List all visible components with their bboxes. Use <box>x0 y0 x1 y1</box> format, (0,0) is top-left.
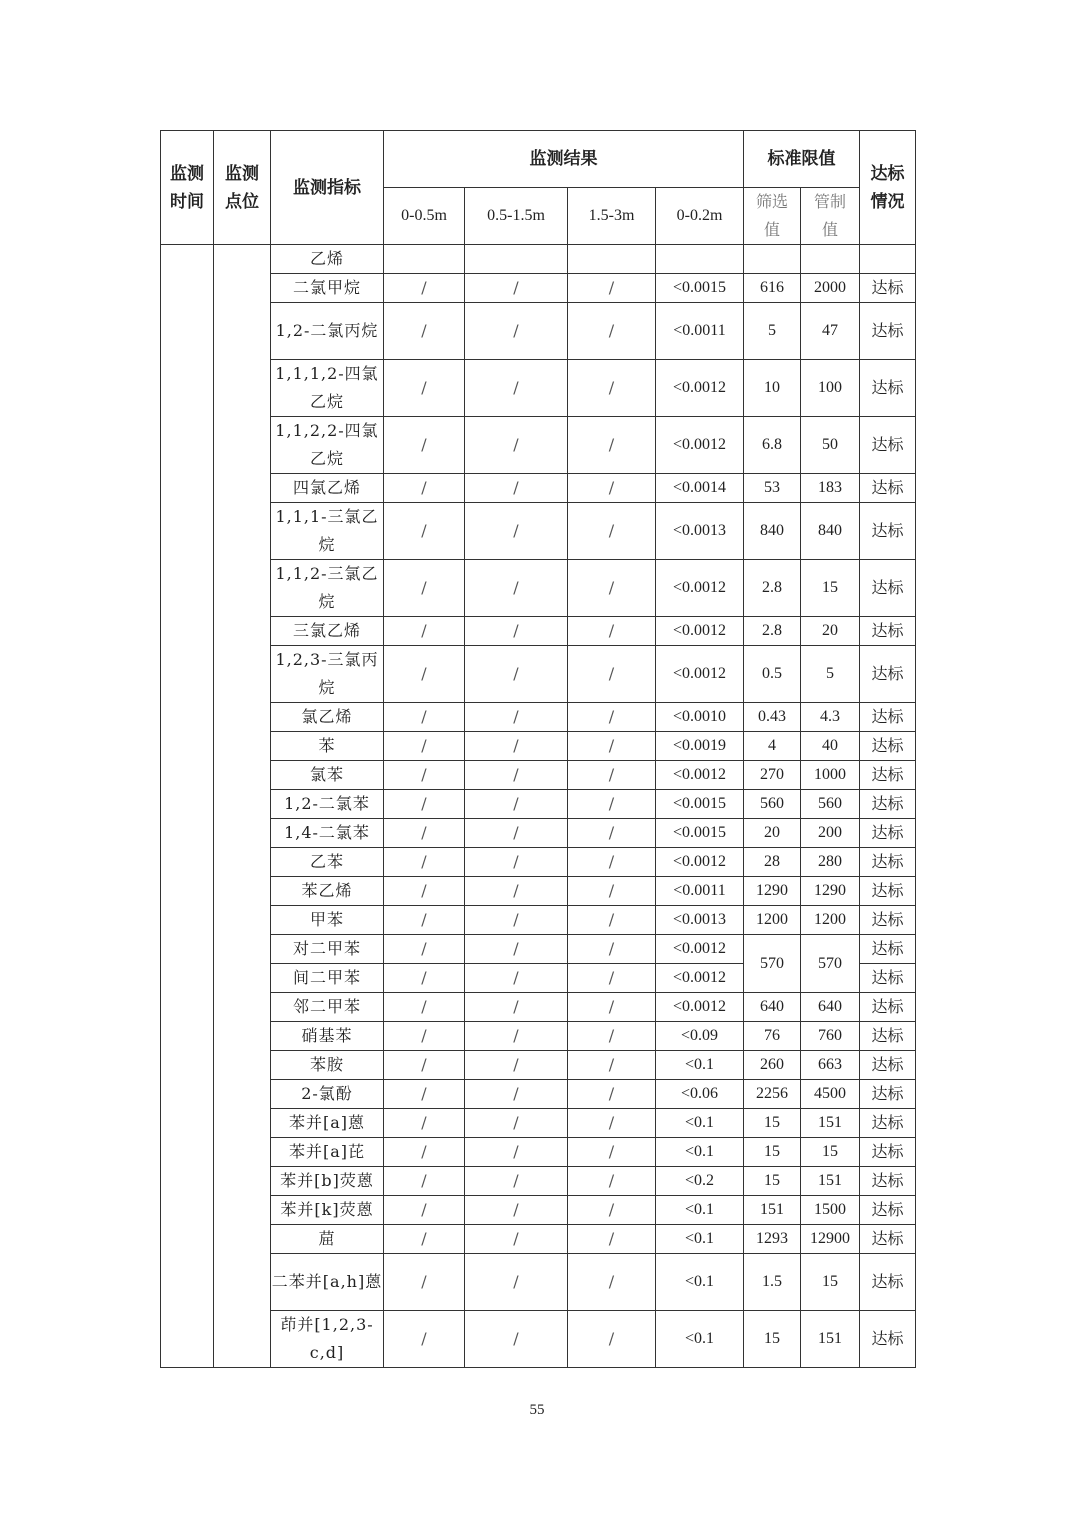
screening-value: 6.8 <box>744 417 801 474</box>
header-monitoring-results: 监测结果 <box>384 131 744 188</box>
compliance-status: 达标 <box>860 1225 916 1254</box>
table-row <box>161 1225 916 1254</box>
table-row <box>161 560 916 617</box>
control-value: 560 <box>801 790 860 819</box>
compliance-status <box>860 245 916 274</box>
result-depth-0.5-1.5m: / <box>465 703 568 732</box>
indicator-name: 苯并[a]蒽 <box>271 1109 384 1138</box>
result-depth-0-0.2m: <0.0015 <box>656 274 744 303</box>
result-depth-0.5-1.5m: / <box>465 274 568 303</box>
indicator-name: 䓛 <box>271 1225 384 1254</box>
indicator-name: 氯苯 <box>271 761 384 790</box>
control-value: 663 <box>801 1051 860 1080</box>
result-depth-0-0.5m: / <box>384 303 465 360</box>
result-depth-1.5-3m: / <box>568 877 656 906</box>
compliance-status: 达标 <box>860 560 916 617</box>
result-depth-0-0.5m: / <box>384 703 465 732</box>
compliance-status: 达标 <box>860 1138 916 1167</box>
result-depth-1.5-3m: / <box>568 848 656 877</box>
compliance-status: 达标 <box>860 417 916 474</box>
control-value: 4.3 <box>801 703 860 732</box>
result-depth-0-0.5m: / <box>384 993 465 1022</box>
screening-value: 15 <box>744 1138 801 1167</box>
header-monitoring-time: 监测 时间 <box>161 131 214 245</box>
result-depth-0-0.2m: <0.0012 <box>656 417 744 474</box>
table-row <box>161 1311 916 1368</box>
result-depth-0-0.2m: <0.09 <box>656 1022 744 1051</box>
result-depth-1.5-3m <box>568 245 656 274</box>
control-value <box>801 245 860 274</box>
screening-value: 570 <box>744 935 801 993</box>
indicator-name: 1,1,2-三氯乙烷 <box>271 560 384 617</box>
result-depth-0.5-1.5m: / <box>465 1022 568 1051</box>
screening-value: 15 <box>744 1109 801 1138</box>
compliance-status: 达标 <box>860 617 916 646</box>
result-depth-0-0.2m: <0.0011 <box>656 303 744 360</box>
result-depth-0-0.5m: / <box>384 819 465 848</box>
result-depth-0-0.5m: / <box>384 1311 465 1368</box>
table-row <box>161 417 916 474</box>
indicator-name: 对二甲苯 <box>271 935 384 964</box>
result-depth-0.5-1.5m: / <box>465 1254 568 1311</box>
compliance-status: 达标 <box>860 274 916 303</box>
result-depth-0-0.2m: <0.2 <box>656 1167 744 1196</box>
table-row <box>161 877 916 906</box>
result-depth-0-0.2m: <0.0010 <box>656 703 744 732</box>
result-depth-0.5-1.5m: / <box>465 1138 568 1167</box>
control-value: 47 <box>801 303 860 360</box>
screening-value: 15 <box>744 1311 801 1368</box>
result-depth-0.5-1.5m: / <box>465 617 568 646</box>
header-monitoring-indicator: 监测指标 <box>271 131 384 245</box>
compliance-status: 达标 <box>860 360 916 417</box>
result-depth-0-0.5m: / <box>384 1022 465 1051</box>
control-value: 15 <box>801 1138 860 1167</box>
table-row <box>161 1080 916 1109</box>
result-depth-0-0.5m: / <box>384 1080 465 1109</box>
result-depth-1.5-3m: / <box>568 1109 656 1138</box>
compliance-status: 达标 <box>860 1254 916 1311</box>
result-depth-0-0.2m: <0.0011 <box>656 877 744 906</box>
result-depth-0-0.2m: <0.0019 <box>656 732 744 761</box>
result-depth-0.5-1.5m: / <box>465 761 568 790</box>
table-row <box>161 1167 916 1196</box>
table-row <box>161 245 916 274</box>
compliance-status: 达标 <box>860 790 916 819</box>
result-depth-1.5-3m: / <box>568 646 656 703</box>
control-value: 1290 <box>801 877 860 906</box>
table-row <box>161 761 916 790</box>
compliance-status: 达标 <box>860 646 916 703</box>
compliance-status: 达标 <box>860 703 916 732</box>
control-value: 15 <box>801 1254 860 1311</box>
indicator-name: 二苯并[a,h]蒽 <box>271 1254 384 1311</box>
compliance-status: 达标 <box>860 761 916 790</box>
table-row <box>161 993 916 1022</box>
control-value: 280 <box>801 848 860 877</box>
table-row <box>161 732 916 761</box>
result-depth-0-0.2m: <0.06 <box>656 1080 744 1109</box>
indicator-name: 2-氯酚 <box>271 1080 384 1109</box>
compliance-status: 达标 <box>860 303 916 360</box>
page-number: 55 <box>529 1402 545 1418</box>
screening-value: 53 <box>744 474 801 503</box>
result-depth-1.5-3m: / <box>568 935 656 964</box>
indicator-name: 间二甲苯 <box>271 964 384 993</box>
result-depth-0-0.2m: <0.0012 <box>656 360 744 417</box>
screening-value: 1290 <box>744 877 801 906</box>
control-value: 200 <box>801 819 860 848</box>
result-depth-1.5-3m: / <box>568 819 656 848</box>
result-depth-0.5-1.5m: / <box>465 877 568 906</box>
result-depth-0-0.5m: / <box>384 474 465 503</box>
control-value: 1200 <box>801 906 860 935</box>
result-depth-0.5-1.5m: / <box>465 848 568 877</box>
table-row <box>161 819 916 848</box>
result-depth-1.5-3m: / <box>568 560 656 617</box>
control-value: 5 <box>801 646 860 703</box>
table-row <box>161 274 916 303</box>
result-depth-0-0.2m: <0.0012 <box>656 646 744 703</box>
result-depth-1.5-3m: / <box>568 303 656 360</box>
result-depth-1.5-3m: / <box>568 761 656 790</box>
compliance-status: 达标 <box>860 1167 916 1196</box>
result-depth-0-0.2m: <0.0013 <box>656 503 744 560</box>
indicator-name: 茚并[1,2,3-c,d] <box>271 1311 384 1368</box>
result-depth-0.5-1.5m: / <box>465 560 568 617</box>
compliance-status: 达标 <box>860 819 916 848</box>
result-depth-0.5-1.5m: / <box>465 360 568 417</box>
indicator-name: 氯乙烯 <box>271 703 384 732</box>
table-row <box>161 503 916 560</box>
result-depth-1.5-3m: / <box>568 1311 656 1368</box>
control-value: 183 <box>801 474 860 503</box>
screening-value: 2256 <box>744 1080 801 1109</box>
compliance-status: 达标 <box>860 1022 916 1051</box>
result-depth-0-0.5m: / <box>384 560 465 617</box>
result-depth-0-0.5m: / <box>384 964 465 993</box>
control-value: 100 <box>801 360 860 417</box>
result-depth-0-0.2m: <0.0012 <box>656 935 744 964</box>
screening-value: 15 <box>744 1167 801 1196</box>
header-standard-limits: 标准限值 <box>744 131 860 188</box>
indicator-name: 硝基苯 <box>271 1022 384 1051</box>
indicator-name: 三氯乙烯 <box>271 617 384 646</box>
table-body <box>161 245 916 1368</box>
monitoring-results-table <box>160 130 916 1368</box>
result-depth-0-0.2m: <0.0013 <box>656 906 744 935</box>
result-depth-0.5-1.5m: / <box>465 1196 568 1225</box>
screening-value: 616 <box>744 274 801 303</box>
compliance-status: 达标 <box>860 848 916 877</box>
control-value: 12900 <box>801 1225 860 1254</box>
screening-value: 151 <box>744 1196 801 1225</box>
result-depth-0.5-1.5m: / <box>465 1051 568 1080</box>
compliance-status: 达标 <box>860 964 916 993</box>
screening-value: 0.43 <box>744 703 801 732</box>
result-depth-1.5-3m: / <box>568 964 656 993</box>
indicator-name: 四氯乙烯 <box>271 474 384 503</box>
table-row <box>161 703 916 732</box>
result-depth-0.5-1.5m: / <box>465 1109 568 1138</box>
result-depth-0-0.5m: / <box>384 1138 465 1167</box>
screening-value: 1200 <box>744 906 801 935</box>
result-depth-1.5-3m: / <box>568 993 656 1022</box>
screening-value: 0.5 <box>744 646 801 703</box>
result-depth-0.5-1.5m: / <box>465 1225 568 1254</box>
compliance-status: 达标 <box>860 993 916 1022</box>
screening-value: 28 <box>744 848 801 877</box>
control-value: 20 <box>801 617 860 646</box>
result-depth-0-0.2m: <0.0014 <box>656 474 744 503</box>
indicator-name: 1,4-二氯苯 <box>271 819 384 848</box>
screening-value: 4 <box>744 732 801 761</box>
result-depth-0-0.5m <box>384 245 465 274</box>
table-row <box>161 360 916 417</box>
screening-value: 20 <box>744 819 801 848</box>
result-depth-0.5-1.5m: / <box>465 1167 568 1196</box>
result-depth-0.5-1.5m: / <box>465 993 568 1022</box>
screening-value: 76 <box>744 1022 801 1051</box>
control-value: 1500 <box>801 1196 860 1225</box>
result-depth-0-0.2m: <0.0015 <box>656 790 744 819</box>
result-depth-0-0.2m: <0.0012 <box>656 964 744 993</box>
indicator-name: 苯胺 <box>271 1051 384 1080</box>
result-depth-1.5-3m: / <box>568 1167 656 1196</box>
control-value: 4500 <box>801 1080 860 1109</box>
result-depth-1.5-3m: / <box>568 703 656 732</box>
control-value: 1000 <box>801 761 860 790</box>
result-depth-1.5-3m: / <box>568 1225 656 1254</box>
result-depth-1.5-3m: / <box>568 360 656 417</box>
result-depth-0-0.2m: <0.0012 <box>656 617 744 646</box>
compliance-status: 达标 <box>860 503 916 560</box>
result-depth-0-0.2m: <0.0012 <box>656 560 744 617</box>
result-depth-0-0.5m: / <box>384 1225 465 1254</box>
header-depth-1: 0.5-1.5m <box>465 188 568 245</box>
result-depth-0.5-1.5m <box>465 245 568 274</box>
table-row <box>161 646 916 703</box>
result-depth-1.5-3m: / <box>568 1196 656 1225</box>
control-value: 151 <box>801 1109 860 1138</box>
result-depth-1.5-3m: / <box>568 732 656 761</box>
header-compliance-status: 达标 情况 <box>860 131 916 245</box>
control-value: 15 <box>801 560 860 617</box>
indicator-name: 1,1,1-三氯乙烷 <box>271 503 384 560</box>
result-depth-1.5-3m: / <box>568 474 656 503</box>
result-depth-0-0.2m: <0.1 <box>656 1109 744 1138</box>
result-depth-0-0.2m: <0.0012 <box>656 993 744 1022</box>
indicator-name: 乙苯 <box>271 848 384 877</box>
table-row <box>161 617 916 646</box>
table-row <box>161 1022 916 1051</box>
header-screening-value: 筛选 值 <box>744 188 801 245</box>
indicator-name: 1,1,1,2-四氯乙烷 <box>271 360 384 417</box>
result-depth-0-0.5m: / <box>384 790 465 819</box>
control-value: 760 <box>801 1022 860 1051</box>
result-depth-0-0.5m: / <box>384 1109 465 1138</box>
result-depth-0-0.5m: / <box>384 848 465 877</box>
table-row <box>161 1138 916 1167</box>
table-row <box>161 1254 916 1311</box>
result-depth-0.5-1.5m: / <box>465 819 568 848</box>
indicator-name: 苯并[b]荧蒽 <box>271 1167 384 1196</box>
indicator-name: 1,2,3-三氯丙烷 <box>271 646 384 703</box>
screening-value: 10 <box>744 360 801 417</box>
result-depth-0.5-1.5m: / <box>465 503 568 560</box>
result-depth-1.5-3m: / <box>568 1022 656 1051</box>
result-depth-1.5-3m: / <box>568 1080 656 1109</box>
result-depth-0.5-1.5m: / <box>465 417 568 474</box>
screening-value: 640 <box>744 993 801 1022</box>
compliance-status: 达标 <box>860 877 916 906</box>
header-depth-2: 1.5-3m <box>568 188 656 245</box>
table-row <box>161 303 916 360</box>
result-depth-0-0.2m: <0.1 <box>656 1138 744 1167</box>
header-depth-0: 0-0.5m <box>384 188 465 245</box>
result-depth-0-0.5m: / <box>384 877 465 906</box>
result-depth-0-0.5m: / <box>384 646 465 703</box>
result-depth-1.5-3m: / <box>568 906 656 935</box>
control-value: 151 <box>801 1311 860 1368</box>
result-depth-0-0.2m: <0.0012 <box>656 761 744 790</box>
result-depth-0-0.2m: <0.1 <box>656 1225 744 1254</box>
control-value: 50 <box>801 417 860 474</box>
control-value: 40 <box>801 732 860 761</box>
table-row <box>161 1051 916 1080</box>
result-depth-0.5-1.5m: / <box>465 732 568 761</box>
table-row <box>161 848 916 877</box>
screening-value: 2.8 <box>744 617 801 646</box>
table-row <box>161 906 916 935</box>
table-row <box>161 1109 916 1138</box>
indicator-name: 1,1,2,2-四氯乙烷 <box>271 417 384 474</box>
indicator-name: 二氯甲烷 <box>271 274 384 303</box>
table-row <box>161 1196 916 1225</box>
result-depth-0-0.5m: / <box>384 1167 465 1196</box>
result-depth-0.5-1.5m: / <box>465 1080 568 1109</box>
screening-value: 1.5 <box>744 1254 801 1311</box>
table-row <box>161 474 916 503</box>
result-depth-1.5-3m: / <box>568 790 656 819</box>
indicator-name: 乙烯 <box>271 245 384 274</box>
compliance-status: 达标 <box>860 935 916 964</box>
result-depth-0-0.5m: / <box>384 1196 465 1225</box>
result-depth-0-0.5m: / <box>384 1051 465 1080</box>
result-depth-1.5-3m: / <box>568 1138 656 1167</box>
result-depth-0-0.5m: / <box>384 360 465 417</box>
result-depth-1.5-3m: / <box>568 503 656 560</box>
header-depth-3: 0-0.2m <box>656 188 744 245</box>
result-depth-0-0.5m: / <box>384 906 465 935</box>
screening-value: 560 <box>744 790 801 819</box>
control-value: 570 <box>801 935 860 993</box>
compliance-status: 达标 <box>860 1080 916 1109</box>
header-monitoring-point: 监测 点位 <box>214 131 271 245</box>
table-row <box>161 935 916 964</box>
result-depth-0-0.5m: / <box>384 503 465 560</box>
result-depth-1.5-3m: / <box>568 1051 656 1080</box>
control-value: 151 <box>801 1167 860 1196</box>
control-value: 840 <box>801 503 860 560</box>
result-depth-0.5-1.5m: / <box>465 906 568 935</box>
result-depth-0-0.2m: <0.1 <box>656 1311 744 1368</box>
result-depth-1.5-3m: / <box>568 417 656 474</box>
screening-value: 1293 <box>744 1225 801 1254</box>
screening-value: 840 <box>744 503 801 560</box>
compliance-status: 达标 <box>860 732 916 761</box>
result-depth-0.5-1.5m: / <box>465 1311 568 1368</box>
screening-value: 5 <box>744 303 801 360</box>
result-depth-0-0.5m: / <box>384 761 465 790</box>
indicator-name: 甲苯 <box>271 906 384 935</box>
indicator-name: 苯并[k]荧蒽 <box>271 1196 384 1225</box>
indicator-name: 邻二甲苯 <box>271 993 384 1022</box>
result-depth-0-0.5m: / <box>384 1254 465 1311</box>
indicator-name: 1,2-二氯苯 <box>271 790 384 819</box>
result-depth-0.5-1.5m: / <box>465 790 568 819</box>
screening-value <box>744 245 801 274</box>
result-depth-0-0.2m: <0.1 <box>656 1051 744 1080</box>
compliance-status: 达标 <box>860 1109 916 1138</box>
result-depth-0-0.5m: / <box>384 274 465 303</box>
result-depth-0-0.5m: / <box>384 617 465 646</box>
result-depth-0.5-1.5m: / <box>465 646 568 703</box>
compliance-status: 达标 <box>860 1311 916 1368</box>
result-depth-1.5-3m: / <box>568 617 656 646</box>
compliance-status: 达标 <box>860 906 916 935</box>
indicator-name: 苯 <box>271 732 384 761</box>
result-depth-1.5-3m: / <box>568 274 656 303</box>
table-row <box>161 790 916 819</box>
result-depth-0-0.5m: / <box>384 732 465 761</box>
result-depth-0.5-1.5m: / <box>465 935 568 964</box>
screening-value: 260 <box>744 1051 801 1080</box>
indicator-name: 苯并[a]芘 <box>271 1138 384 1167</box>
monitoring-time-cell <box>161 245 214 1368</box>
compliance-status: 达标 <box>860 1196 916 1225</box>
result-depth-0.5-1.5m: / <box>465 474 568 503</box>
control-value: 640 <box>801 993 860 1022</box>
control-value: 2000 <box>801 274 860 303</box>
result-depth-0-0.2m <box>656 245 744 274</box>
result-depth-0.5-1.5m: / <box>465 303 568 360</box>
screening-value: 270 <box>744 761 801 790</box>
result-depth-0-0.2m: <0.1 <box>656 1254 744 1311</box>
compliance-status: 达标 <box>860 474 916 503</box>
result-depth-0-0.5m: / <box>384 417 465 474</box>
indicator-name: 1,2-二氯丙烷 <box>271 303 384 360</box>
result-depth-1.5-3m: / <box>568 1254 656 1311</box>
screening-value: 2.8 <box>744 560 801 617</box>
header-control-value: 管制 值 <box>801 188 860 245</box>
result-depth-0-0.2m: <0.0012 <box>656 848 744 877</box>
result-depth-0-0.2m: <0.1 <box>656 1196 744 1225</box>
monitoring-point-cell <box>214 245 271 1368</box>
result-depth-0-0.5m: / <box>384 935 465 964</box>
result-depth-0-0.2m: <0.0015 <box>656 819 744 848</box>
indicator-name: 苯乙烯 <box>271 877 384 906</box>
compliance-status: 达标 <box>860 1051 916 1080</box>
result-depth-0.5-1.5m: / <box>465 964 568 993</box>
